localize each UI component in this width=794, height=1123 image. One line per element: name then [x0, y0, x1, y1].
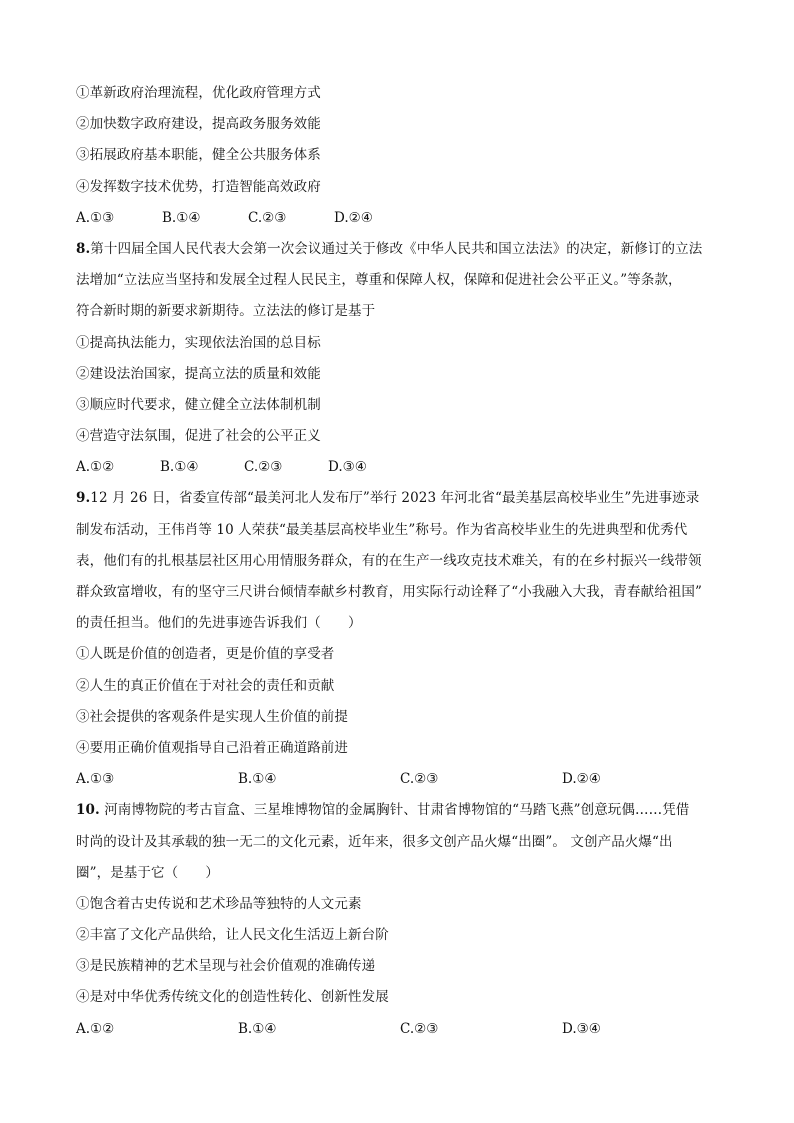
q9-number: 9.: [76, 490, 91, 507]
question-8: [76, 234, 726, 484]
q8-option-c: C.②③: [244, 459, 283, 476]
q9-options: [76, 764, 726, 795]
q10-statement-3: ③是民族精神的艺术呈现与社会价值观的准确传递: [76, 958, 376, 975]
q8-option-b: B.①④: [160, 459, 199, 476]
q10-options: [76, 1014, 726, 1045]
q10-option-b: B.①④: [238, 1020, 277, 1037]
q8-statement-1: ①提高执法能力，实现依法治国的总目标: [76, 334, 321, 351]
q9-stem-line-2: 制发布活动，王伟肖等 10 人荣获“最美基层高校毕业生”称号。作为省高校毕业生的先进典型和优秀代: [76, 521, 688, 538]
q10-statement-1: ①饱含着古史传说和艺术珍品等独特的人文元素: [76, 895, 362, 912]
q10-option-a: A.①②: [76, 1020, 115, 1037]
q7-option-c: C.②③: [248, 209, 287, 226]
q10-stem-line-2: 时尚的设计及其承载的独一无二的文化元素，近年来，很多文创产品火爆“出圈”。 文创产品火爆“出: [76, 833, 673, 850]
q8-stem-line-3: 符合新时期的新要求新期待。立法法的修订是基于: [76, 303, 376, 320]
q8-option-d: D.③④: [328, 459, 367, 476]
q10-number: 10.: [76, 802, 100, 819]
q9-statement-4: ④要用正确价值观指导自己沿着正确道路前进: [76, 739, 348, 756]
q9-option-c: C.②③: [400, 771, 439, 788]
q7-option-b: B.①④: [162, 209, 201, 226]
question-7: [76, 78, 726, 234]
q7-option-a: A.①③: [76, 209, 115, 226]
q10-option-c: C.②③: [400, 1020, 439, 1037]
q10-stem-text-1: 河南博物院的考古盲盒、三星堆博物馆的金属胸针、甘肃省博物馆的“马踏飞燕”创意玩偶……凭借: [99, 802, 690, 819]
q9-option-a: A.①③: [76, 771, 115, 788]
q8-stem-line-1: [76, 234, 726, 265]
q9-statement-1: ①人既是价值的创造者，更是价值的享受者: [76, 646, 335, 663]
q7-statement-2: ②加快数字政府建设，提高政务服务效能: [76, 116, 321, 133]
q10-stem-line-3: 圈”，是基于它（ ）: [76, 864, 220, 881]
q9-stem-text-1: 12 月 26 日，省委宣传部“最美河北人发布厅”举行 2023 年河北省“最美基层高校毕业生”先进事迹录: [90, 490, 700, 507]
q7-statement-1: ①革新政府治理流程，优化政府管理方式: [76, 85, 321, 101]
q9-stem-line-4: 群众致富增收，有的坚守三尺讲台倾情奉献乡村教育，用实际行动诠释了“小我融入大我，青春献给祖国”: [76, 584, 703, 600]
q10-option-d: D.③④: [562, 1020, 601, 1037]
q7-statement-3: ③拓展政府基本职能，健全公共服务体系: [76, 147, 321, 164]
q9-stem-line-5: 的责任担当。他们的先进事迹告诉我们（ ）: [76, 615, 362, 632]
q9-statement-3: ③社会提供的客观条件是实现人生价值的前提: [76, 708, 348, 725]
question-10: [76, 795, 726, 1045]
question-9: [76, 483, 726, 795]
q8-stem-text-1: 第十四届全国人民代表大会第一次会议通过关于修改《中华人民共和国立法法》的决定，新修订的立法: [90, 240, 703, 257]
q8-statement-4: ④营造守法氛围，促进了社会的公平正义: [76, 428, 321, 445]
q7-options: [76, 203, 726, 234]
q9-statement-2: ②人生的真正价值在于对社会的责任和贡献: [76, 677, 335, 694]
q8-number: 8.: [76, 240, 91, 257]
q7-statement-4: ④发挥数字技术优势，打造智能高效政府: [76, 178, 321, 195]
exam-page: [76, 78, 726, 1045]
q9-stem-line-1: [76, 483, 726, 514]
q9-option-d: D.②④: [562, 771, 601, 788]
q10-stem-line-1: [76, 795, 726, 826]
q10-statement-4: ④是对中华优秀传统文化的创造性转化、创新性发展: [76, 989, 389, 1006]
q10-statement-2: ②丰富了文化产品供给，让人民文化生活迈上新台阶: [76, 927, 389, 944]
q7-option-d: D.②④: [334, 209, 373, 226]
q9-stem-line-3: 表，他们有的扎根基层社区用心用情服务群众，有的在生产一线攻克技术难关，有的在乡村振兴一线带领: [76, 552, 702, 569]
q8-stem-line-2: 法增加“立法应当坚持和发展全过程人民民主，尊重和保障人权，保障和促进社会公平正义。”等条款，: [76, 272, 682, 289]
q8-option-a: A.①②: [76, 459, 115, 476]
q8-statement-3: ③顺应时代要求，健立健全立法体制机制: [76, 396, 321, 413]
q9-option-b: B.①④: [238, 771, 277, 788]
q8-options: [76, 452, 726, 483]
q8-statement-2: ②建设法治国家，提高立法的质量和效能: [76, 365, 321, 382]
